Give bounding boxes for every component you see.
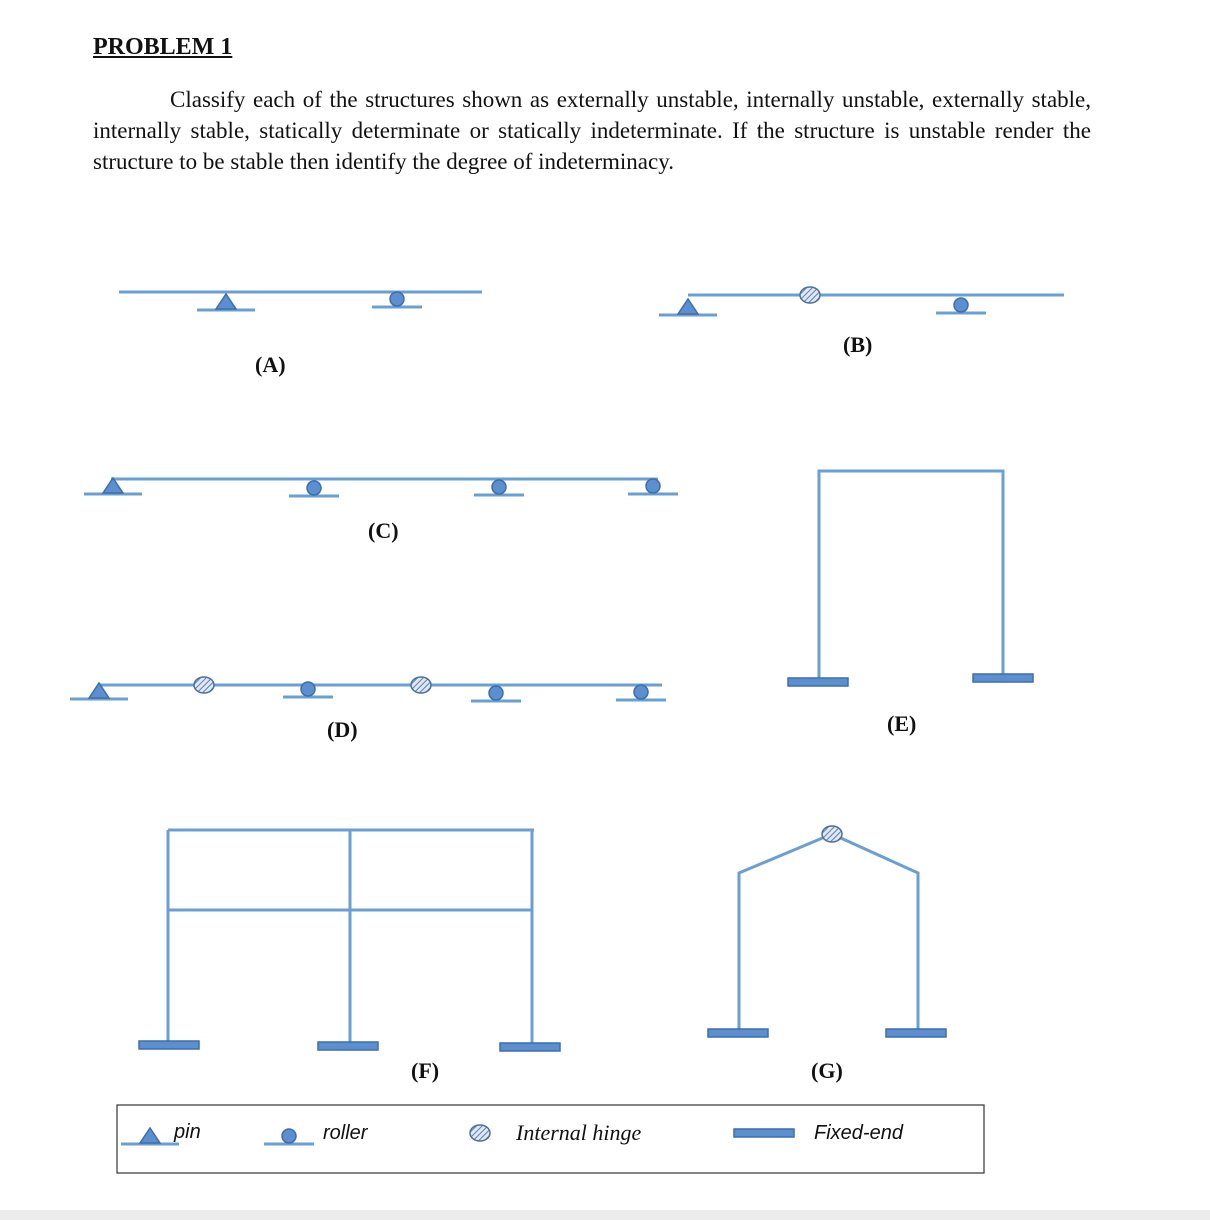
label-c: (C) [368, 518, 399, 543]
fixed-support-f-1 [139, 1041, 199, 1049]
structure-c [84, 478, 678, 543]
legend-pin-label: pin [174, 1121, 201, 1143]
structure-b [659, 287, 1064, 357]
fixed-support-f-2 [318, 1042, 378, 1050]
legend-hinge-icon [470, 1125, 490, 1141]
label-b: (B) [843, 332, 873, 357]
internal-hinge-d-1 [194, 677, 214, 693]
gable-frame-g [739, 834, 918, 1030]
internal-hinge-b [800, 287, 820, 303]
roller-support-d-3 [616, 685, 666, 700]
legend-roller-icon [264, 1129, 314, 1144]
legend-pin-icon [121, 1128, 179, 1144]
roller-support-c-2 [474, 480, 524, 495]
structure-a [119, 292, 482, 377]
label-d: (D) [327, 717, 358, 742]
fixed-support-e-2 [973, 674, 1033, 682]
label-e: (E) [887, 711, 917, 736]
roller-support-b [936, 298, 986, 313]
roller-support-a [372, 292, 422, 307]
fixed-support-g-2 [886, 1029, 946, 1037]
legend-roller-label: roller [323, 1122, 368, 1144]
pin-support-a [197, 294, 255, 310]
fixed-support-f-3 [500, 1043, 560, 1051]
internal-hinge-d-2 [411, 677, 431, 693]
pin-support-b [659, 299, 717, 315]
legend-fixed-label: Fixed-end [814, 1122, 903, 1144]
fixed-support-g-1 [708, 1029, 768, 1037]
fixed-support-e-1 [788, 678, 848, 686]
legend-hinge-label: Internal hinge [516, 1120, 642, 1145]
structure-e [788, 471, 1033, 736]
roller-support-c-1 [289, 481, 339, 496]
problem-title: PROBLEM 1 [93, 34, 233, 60]
label-f: (F) [411, 1058, 440, 1083]
roller-support-c-3 [628, 479, 678, 494]
label-g: (G) [811, 1058, 843, 1083]
roller-support-d-2 [471, 686, 521, 701]
problem-instructions: Classify each of the structures shown as externally unstable, internally unstable, externally stable, internally stable, statically determinate or statically indeterminate. If the structure is unstable render the structure to be stable then identify the degree of indeterminacy. [93, 87, 1091, 174]
portal-frame-e [819, 471, 1003, 678]
label-a: (A) [255, 352, 286, 377]
structure-d [70, 677, 666, 742]
internal-hinge-g [822, 826, 842, 842]
page-bottom-edge [0, 1210, 1210, 1220]
structure-f [139, 830, 560, 1083]
structure-g [708, 826, 946, 1083]
legend [117, 1105, 984, 1173]
legend-fixed-icon [734, 1129, 794, 1137]
